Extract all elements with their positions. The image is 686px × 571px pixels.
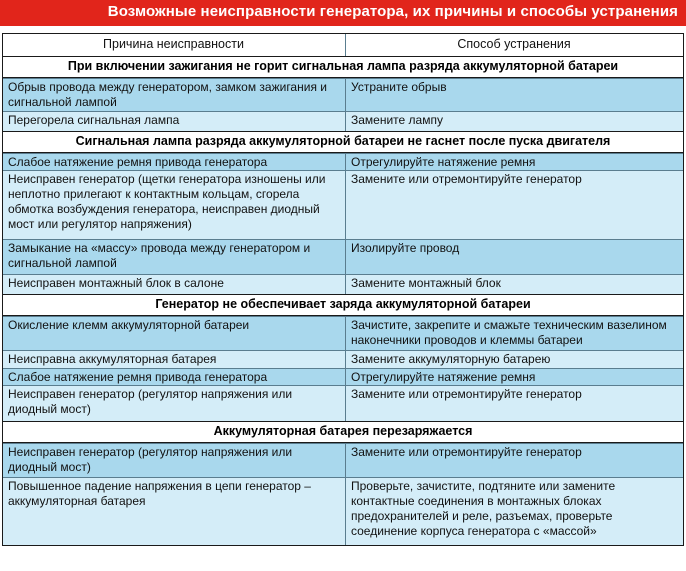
cause-cell: Перегорела сигнальная лампа <box>3 112 346 131</box>
cause-cell: Окисление клемм аккумуляторной батареи <box>3 317 346 350</box>
section-title: Аккумуляторная батарея перезаряжается <box>3 421 683 443</box>
table-row <box>3 78 683 111</box>
header-cause: Причина неисправности <box>3 34 346 56</box>
cause-cell: Неисправен генератор (регулятор напряжения или диодный мост) <box>3 386 346 421</box>
fix-cell: Изолируйте провод <box>346 240 683 274</box>
cause-cell: Неисправен монтажный блок в салоне <box>3 275 346 294</box>
cause-cell: Слабое натяжение ремня привода генератора <box>3 154 346 170</box>
cause-cell: Неисправен генератор (регулятор напряжения или диодный мост) <box>3 444 346 477</box>
table-row <box>3 350 683 368</box>
fix-cell: Отрегулируйте натяжение ремня <box>346 369 683 385</box>
fix-cell: Замените или отремонтируйте генератор <box>346 171 683 239</box>
title-banner <box>0 0 686 26</box>
table-row <box>3 153 683 170</box>
fix-cell: Замените или отремонтируйте генератор <box>346 386 683 421</box>
fix-cell: Устраните обрыв <box>346 79 683 111</box>
section-title: Сигнальная лампа разряда аккумуляторной батареи не гаснет после пуска двигателя <box>3 131 683 153</box>
fix-cell: Проверьте, зачистите, подтяните или замените контактные соединения в монтажных блоках предохранителей и реле, разъемах, проверьте соединение корпуса генератора с «массой» <box>346 478 683 545</box>
table-row <box>3 170 683 239</box>
cause-cell: Неисправен генератор (щетки генератора изношены или неплотно прилегают к контактным кольцам, сгорела обмотка возбуждения генератора, неисправен диодный мост или регулятор напряжения) <box>3 171 346 239</box>
table-row <box>3 385 683 421</box>
table-row <box>3 368 683 385</box>
fix-cell: Замените или отремонтируйте генератор <box>346 444 683 477</box>
header-fix: Способ устранения <box>346 34 683 56</box>
fix-cell: Замените аккумуляторную батарею <box>346 351 683 368</box>
table-row <box>3 316 683 350</box>
section-title: При включении зажигания не горит сигнальная лампа разряда аккумуляторной батареи <box>3 57 683 78</box>
table-row <box>3 239 683 274</box>
fix-cell: Замените монтажный блок <box>346 275 683 294</box>
table-row <box>3 274 683 294</box>
cause-cell: Обрыв провода между генератором, замком зажигания и сигнальной лампой <box>3 79 346 111</box>
table-row <box>3 477 683 545</box>
fix-cell: Отрегулируйте натяжение ремня <box>346 154 683 170</box>
section-title: Генератор не обеспечивает заряда аккумуляторной батареи <box>3 294 683 316</box>
page-title: Возможные неисправности генератора, их причины и способы устранения <box>107 3 678 20</box>
table-row <box>3 111 683 131</box>
fix-cell: Замените лампу <box>346 112 683 131</box>
cause-cell: Неисправна аккумуляторная батарея <box>3 351 346 368</box>
table-row <box>3 443 683 477</box>
cause-cell: Повышенное падение напряжения в цепи генератор – аккумуляторная батарея <box>3 478 346 545</box>
faults-table <box>2 33 684 546</box>
table-header <box>3 34 683 57</box>
fix-cell: Зачистите, закрепите и смажьте техническим вазелином наконечники проводов и клеммы батареи <box>346 317 683 350</box>
cause-cell: Слабое натяжение ремня привода генератора <box>3 369 346 385</box>
cause-cell: Замыкание на «массу» провода между генератором и сигнальной лампой <box>3 240 346 274</box>
